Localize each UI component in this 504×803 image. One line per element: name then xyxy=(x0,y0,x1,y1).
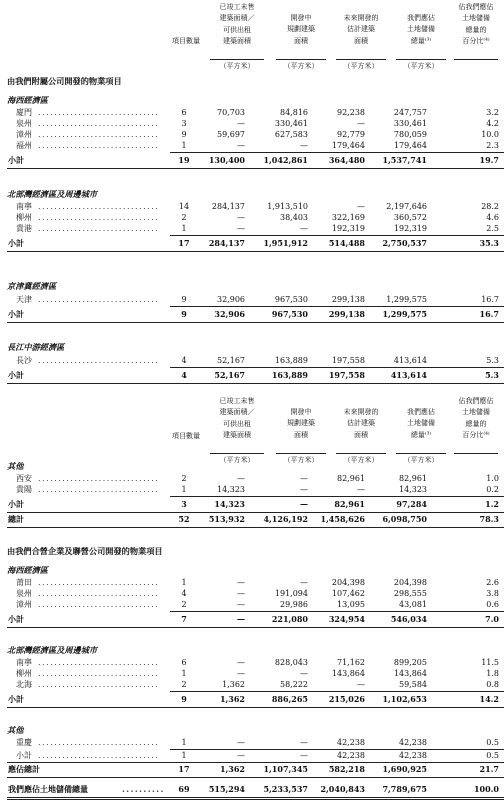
table-row: 漳州 .............................. 2 — 29,986 13,095 43,081 0.6 xyxy=(16,600,499,609)
header-under-development: 開發中 規劃建築 面積 xyxy=(287,14,315,45)
unit-label: （平方米） xyxy=(219,62,255,70)
unit-label: （平方米） xyxy=(283,62,319,70)
table-row: 天津 .............................. 9 32,906 967,530 299,138 1,299,575 16.7 xyxy=(16,295,499,304)
table-row: 貴陽 .............................. 1 14,323 — — 14,323 0.2 xyxy=(16,485,499,494)
table-row: 廈門 .............................. 6 70,703 84,816 92,238 247,757 3.2 xyxy=(16,108,499,117)
unit-label: （平方米） xyxy=(343,62,379,70)
group-title: 其他 xyxy=(7,725,24,735)
group-title: 北部灣經濟區及周邊城市 xyxy=(7,189,98,199)
unit-label: （平方米） xyxy=(219,456,255,464)
subtotal-row: 小計 7 — 221,080 324,954 546,034 7.0 xyxy=(8,614,499,624)
header-total: 我們應佔 土地儲備 總量⁽³⁾ xyxy=(407,14,435,45)
group-title: 海西經濟區 xyxy=(7,565,48,575)
group-title: 其他 xyxy=(7,461,24,471)
subtotal-row: 小計 9 1,362 886,265 215,026 1,102,653 14.2 xyxy=(8,694,499,704)
grand-total-row: 我們應佔土地儲備總量 .......... 69 515,294 5,233,537 2,040,843 7,789,675 100.0 xyxy=(8,784,499,794)
table-row: 重慶 .............................. 1 — — 42,238 42,238 0.5 xyxy=(16,738,499,747)
header-total: 我們應佔 土地儲備 總量⁽³⁾ xyxy=(407,408,435,439)
subtotal-row: 小計 4 52,167 163,889 197,558 413,614 5.3 xyxy=(8,370,499,380)
subtotal-row: 小計 9 32,906 967,530 299,138 1,299,575 16.7 xyxy=(8,309,499,319)
table-row: 北海 .............................. 2 1,362 58,222 — 59,584 0.8 xyxy=(16,680,499,689)
total-row: 總計 52 513,932 4,126,192 1,458,626 6,098,750 78.3 xyxy=(8,514,499,524)
header-future: 未來開發的 估計建築 面積 xyxy=(343,408,379,439)
group-title: 京津冀經濟區 xyxy=(7,281,57,291)
unit-label: （平方米） xyxy=(403,456,439,464)
header-count: 項目數量 xyxy=(172,37,200,45)
table-row: 漳州 .............................. 9 59,697 627,583 92,779 780,059 10.0 xyxy=(16,130,499,139)
unit-label: （平方米） xyxy=(403,62,439,70)
table-row: 貴港 .............................. 1 — — 192,319 192,319 2.5 xyxy=(16,224,499,233)
header-completed: 已竣工未售 建築面積／ 可供出租 建築面積 xyxy=(219,397,255,440)
subtotal-row: 小計 19 130,400 1,042,861 364,480 1,537,741 19.7 xyxy=(8,155,499,165)
header-future: 未來開發的 估計建築 面積 xyxy=(343,14,379,45)
subtotal-row: 小計 .............................. 1 — — 42,238 42,238 0.5 xyxy=(16,751,499,760)
table-row: 南寧 .............................. 6 — 828,043 71,162 899,205 11.5 xyxy=(16,658,499,667)
subtotal-row: 小計 3 14,323 — 82,961 97,284 1.2 xyxy=(8,499,499,509)
table-row: 莆田 .............................. 1 — — 204,398 204,398 2.6 xyxy=(16,578,499,587)
header-under-development: 開發中 規劃建築 面積 xyxy=(287,408,315,439)
unit-label: （平方米） xyxy=(343,456,379,464)
group-title: 北部灣經濟區及周邊城市 xyxy=(7,645,98,655)
group-title: 長江中游經濟區 xyxy=(7,342,65,352)
table-row: 西安 .............................. 2 — — 82,961 82,961 1.0 xyxy=(16,474,499,483)
header-percentage: 佔我們應佔 土地儲備 總量的 百分比⁽⁴⁾ xyxy=(458,397,494,440)
subtotal-row: 小計 17 284,137 1,951,912 514,488 2,750,537 35.3 xyxy=(8,238,499,248)
table-row: 南寧 .............................. 14 284,137 1,913,510 — 2,197,646 28.2 xyxy=(16,202,499,211)
section-title: 由我們附屬公司開發的物業項目 xyxy=(7,76,122,86)
table-row: 泉州 .............................. 4 — 191,094 107,462 298,555 3.8 xyxy=(16,589,499,598)
group-title: 海西經濟區 xyxy=(7,95,48,105)
attributable-total-row: 應佔總計 17 1,362 1,107,345 582,218 1,690,925 21.7 xyxy=(8,764,499,774)
table-row: 長沙 .............................. 4 52,167 163,889 197,558 413,614 5.3 xyxy=(16,356,499,365)
table-row: 柳州 .............................. 2 — 38,403 322,169 360,572 4.6 xyxy=(16,213,499,222)
table-row: 福州 .............................. 1 — — 179,464 179,464 2.3 xyxy=(16,141,499,150)
table-row: 泉州 .............................. 3 — 330,461 — 330,461 4.2 xyxy=(16,119,499,128)
header-count: 項目數量 xyxy=(172,432,200,440)
header-completed: 已竣工未售 建築面積／ 可供出租 建築面積 xyxy=(219,3,255,46)
header-percentage: 佔我們應佔 土地儲備 總量的 百分比⁽⁴⁾ xyxy=(458,3,494,46)
unit-label: （平方米） xyxy=(283,456,319,464)
section-title: 由我們合營企業及聯營公司開發的物業項目 xyxy=(7,546,163,556)
table-row: 柳州 .............................. 1 — — 143,864 143,864 1.8 xyxy=(16,669,499,678)
